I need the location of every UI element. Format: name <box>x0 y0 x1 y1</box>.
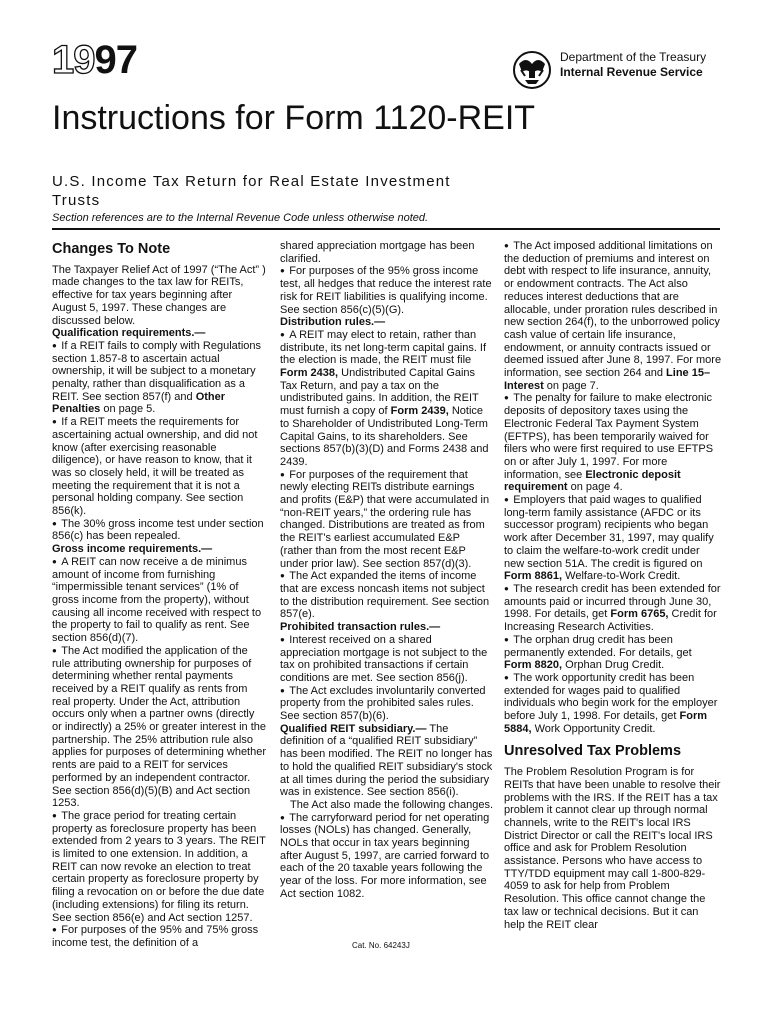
bullet-item: ● For purposes of the requirement that newly electing REITs distribute earnings and profits (E&P) that were accumulated in “non-REIT years,” the ordering rule has changed. Distributions are treated as from the REIT's earliest accumulated E&P (rather than from the most recent E&P under prior law). See section 857(d)(3). <box>280 469 494 571</box>
bullet-item: ● The carryforward period for net operating losses (NOLs) has changed. Generally, NOLs that occur in tax years beginning after August 5, 1997, are carried forward to each of the 20 taxable years following the year of the loss. For more information, see Act section 1082. <box>280 812 494 901</box>
bullet-item: ● The 30% gross income test under section 856(c) has been repealed. <box>52 518 266 543</box>
treasury-eagle-icon <box>512 50 552 90</box>
paragraph: The Taxpayer Relief Act of 1997 (“The Act” ) made changes to the tax law for REITs, effective for tax years beginning after August 5, 1997. These changes are discussed below. <box>52 263 266 327</box>
bullet-item: ● The Act expanded the items of income that are excess noncash items not subject to the distribution requirement. See section 857(e). <box>280 570 494 621</box>
bullet-item: ● Employers that paid wages to qualified long-term family assistance (AFDC or its successor program) recipients who began work after December 31, 1997, may qualify to claim the welfare-to-work credit under new section 51A. The credit is figured on Form 8861, Welfare-to-Work Credit. <box>504 494 722 583</box>
form-subtitle: U.S. Income Tax Return for Real Estate Investment Trusts <box>52 173 451 209</box>
bullet-item: ● The work opportunity credit has been extended for wages paid to qualified individuals who begin work for the employer before July 1, 1998. For details, get Form 5884, Work Opportunity Credit. <box>504 672 722 736</box>
bullet-item: ● The Act modified the application of the rule attributing ownership for purposes of determining whether rental payments received by a REIT qualify as rents from real property. Under the Act, attribution occurs only when a partner owns (directly or indirectly) a 25% or greater interest in the partnership. The 25% attribution rule also applies for purposes of determining whether rents are paid to a REIT for services performed by an independent contractor. See section 856(d)(5)(B) and Act section 1253. <box>52 645 266 810</box>
bullet-item: ● The Act imposed additional limitations on the deduction of premiums and interest on debt with respect to life insurance, annuity, or endowment contracts. The Act also reduces interest deductions that are allocable, under proration rules described in new section 264(f), to the unborrowed policy cash value of certain life insurance, endowment, or annuity contracts issued or deemed issued after June 8, 1997. For more information, see section 264 and Line 15–Interest on page 7. <box>504 240 722 392</box>
bullet-item: ● A REIT can now receive a de minimus amount of income from furnishing “impermissible tenant services” (1% of gross income from the property), without causing all income received with respect to the property to fail to qualify as rent. See section 856(d)(7). <box>52 556 266 645</box>
catalog-number: Cat. No. 64243J <box>352 941 410 950</box>
bullet-item: ● The Act excludes involuntarily converted property from the prohibited sales rules. See section 857(b)(6). <box>280 685 494 723</box>
section-heading-changes: Changes To Note <box>52 241 171 257</box>
subheading: Prohibited transaction rules.— <box>280 621 441 634</box>
header-rule <box>52 228 720 230</box>
section-reference-note: Section references are to the Internal Revenue Code unless otherwise noted. <box>52 212 429 224</box>
bullet-item: ● The grace period for treating certain property as foreclosure property has been extended from 2 years to 3 years. The REIT is limited to one extension. In addition, a REIT can now revoke an election to treat certain property as foreclosure property by filing a revocation on or before the due date (including extensions) for filing its return. See section 856(e) and Act section 1257. <box>52 810 266 924</box>
subheading: Qualification requirements.— <box>52 327 206 340</box>
bullet-item: ● Interest received on a shared appreciation mortgage is not subject to the tax on prohibited transactions if certain conditions are met. See section 856(j). <box>280 634 494 685</box>
subheading: Gross income requirements.— <box>52 543 213 556</box>
bullet-item: ● A REIT may elect to retain, rather than distribute, its net long-term capital gains. If the election is made, the REIT must file Form 2438, Undistributed Capital Gains Tax Return, and pay a tax on the undistributed gains. In addition, the REIT must furnish a copy of Form 2439, Notice to Shareholder of Undistributed Long-Term Capital Gains, to its shareholders. See sections 857(b)(3)(D) and Forms 2438 and 2439. <box>280 329 494 469</box>
bullet-item: ● For purposes of the 95% and 75% gross income test, the definition of a <box>52 924 266 949</box>
column-2 <box>280 240 494 901</box>
bullet-item: ● The orphan drug credit has been permanently extended. For details, get Form 8820, Orphan Drug Credit. <box>504 634 722 672</box>
bullet-item: ● The penalty for failure to make electronic deposits of depository taxes using the Electronic Federal Tax Payment System (EFTPS), has been temporarily waived for filers who were first required to use EFTPS on or after July 1, 1997. For more information, see Electronic deposit requirement on page 4. <box>504 392 722 494</box>
bullet-item: ● If a REIT meets the requirements for ascertaining actual ownership, and did not know (after exercising reasonable diligence), or have reason to know, that it was so closely held, it will be treated as meeting the requirement that it is not a personal holding company. See section 856(k). <box>52 416 266 518</box>
form-title: Instructions for Form 1120-REIT <box>52 99 536 137</box>
paragraph: The Problem Resolution Program is for REITs that have been unable to resolve their problems with the IRS. If the REIT has a tax problem it cannot clear up through normal channels, write to the REIT's local IRS District Director or call the REIT's local IRS office and ask for Problem Resolution assistance. Persons who have access to TTY/TDD equipment may call 1-800-829-4059 to ask for help from Problem Resolution. This office cannot change the tax law or technical decisions. But it can help the REIT clear <box>504 766 721 931</box>
column-3 <box>504 240 722 931</box>
bullet-item: ● For purposes of the 95% gross income test, all hedges that reduce the interest rate risk for REIT liabilities is qualifying income. See section 856(c)(5)(G). <box>280 265 494 316</box>
subheading: Distribution rules.— <box>280 316 386 329</box>
column-1 <box>52 240 266 950</box>
paragraph: Qualified REIT subsidiary.— The definition of a “qualified REIT subsidiary” has been modified. The REIT no longer has to hold the qualified REIT subsidiary's stock at all times during the period the subsidiary was in existence. See section 856(i). <box>280 722 493 799</box>
service-name: Internal Revenue Service <box>560 65 703 79</box>
paragraph: The Act also made the following changes. <box>290 798 494 811</box>
form-year: 1997 <box>52 38 137 82</box>
paragraph: shared appreciation mortgage has been clarified. <box>280 240 475 265</box>
bullet-item: ● The research credit has been extended for amounts paid or incurred through June 30, 1998. For details, get Form 6765, Credit for Increasing Research Activities. <box>504 583 722 634</box>
section-heading-unresolved: Unresolved Tax Problems <box>504 743 682 760</box>
bullet-item: ● If a REIT fails to comply with Regulations section 1.857-8 to ascertain actual ownership, it will be subject to a monetary penalty, rather than disqualification as a REIT. See section 857(f) and Other Penalties on page 5. <box>52 340 266 416</box>
department-name: Department of the Treasury <box>560 50 707 64</box>
